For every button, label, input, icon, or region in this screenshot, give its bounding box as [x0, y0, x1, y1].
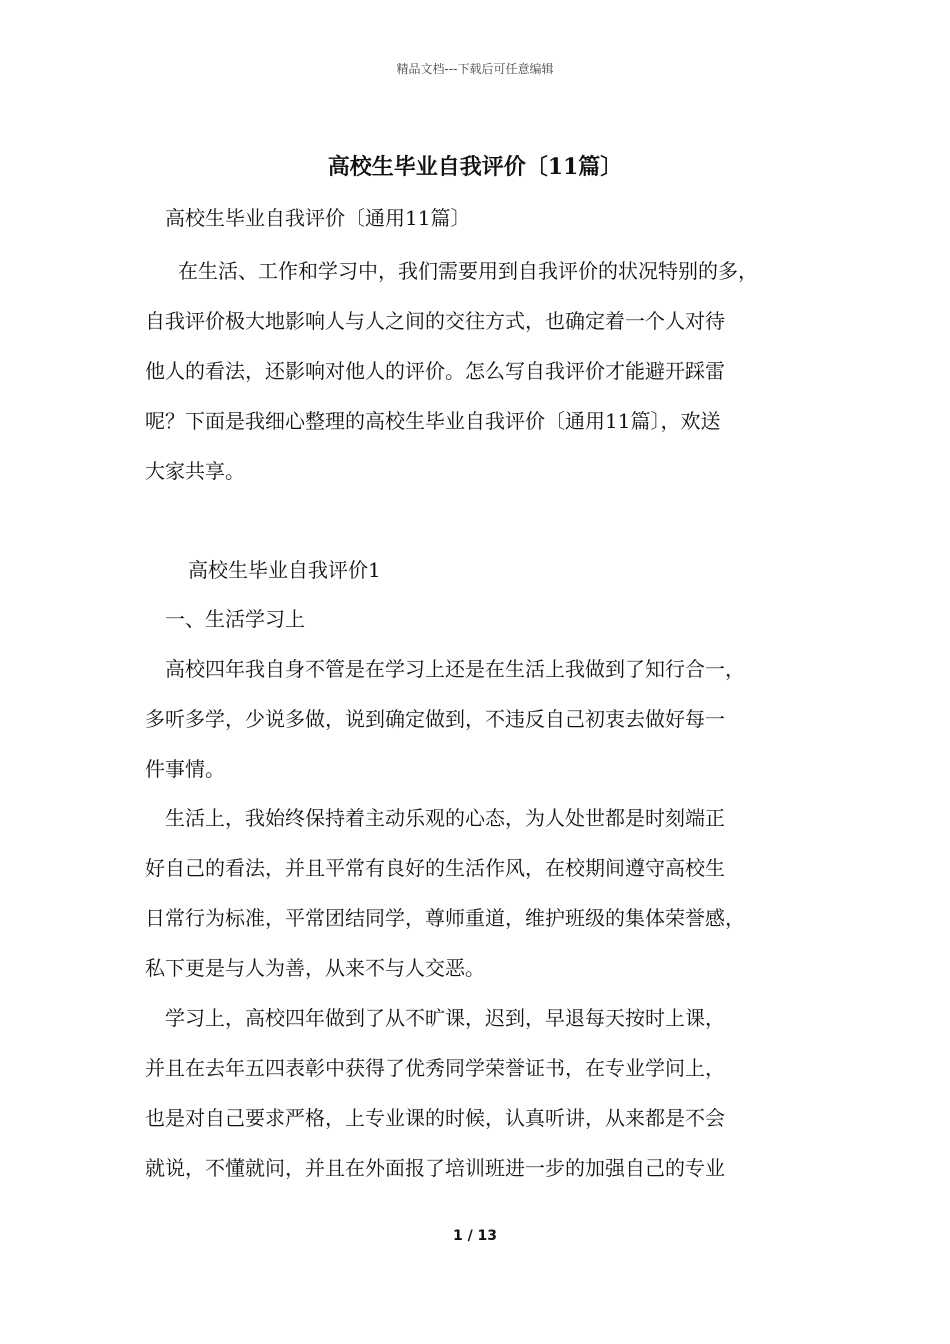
para-1-line-1: 高校四年我自身不管是在学习上还是在生活上我做到了知行合一，: [165, 657, 745, 681]
intro-line-4: 呢？下面是我细心整理的高校生毕业自我评价〔通用11篇〕，欢送: [145, 409, 721, 433]
para-1-line-2: 多听多学，少说多做，说到确定做到，不违反自己初衷去做好每一: [145, 707, 725, 731]
para-2-line-2: 好自己的看法，并且平常有良好的生活作风，在校期间遵守高校生: [145, 856, 725, 880]
intro-line-3: 他人的看法，还影响对他人的评价。怎么写自我评价才能避开踩雷: [145, 359, 725, 383]
para-3-line-2: 并且在去年五四表彰中获得了优秀同学荣誉证书，在专业学问上，: [145, 1056, 725, 1080]
para-2-line-4: 私下更是与人为善，从来不与人交恶。: [145, 956, 485, 980]
intro-line-1: 在生活、工作和学习中，我们需要用到自我评价的状况特别的多，: [178, 259, 758, 283]
para-2-line-3: 日常行为标准，平常团结同学，尊师重道，维护班级的集体荣誉感，: [145, 906, 745, 930]
document-title: 高校生毕业自我评价〔11篇〕: [327, 154, 623, 180]
page-header: 精品文档---下载后可任意编辑: [396, 62, 554, 76]
page-number: 1 / 13: [452, 1228, 498, 1244]
intro-line-5: 大家共享。: [145, 459, 245, 483]
para-1-line-3: 件事情。: [145, 757, 225, 781]
heading-life-study: 一、生活学习上: [165, 607, 305, 631]
para-2-line-1: 生活上，我始终保持着主动乐观的心态，为人处世都是时刻端正: [165, 806, 725, 830]
para-3-line-4: 就说，不懂就问，并且在外面报了培训班进一步的加强自己的专业: [145, 1156, 725, 1180]
para-3-line-3: 也是对自己要求严格，上专业课的时候，认真听讲，从来都是不会: [145, 1106, 725, 1130]
section-title: 高校生毕业自我评价1: [188, 558, 381, 582]
para-3-line-1: 学习上，高校四年做到了从不旷课，迟到，早退每天按时上课，: [165, 1006, 725, 1030]
document-subtitle: 高校生毕业自我评价〔通用11篇〕: [165, 206, 471, 230]
intro-line-2: 自我评价极大地影响人与人之间的交往方式，也确定着一个人对待: [145, 309, 725, 333]
